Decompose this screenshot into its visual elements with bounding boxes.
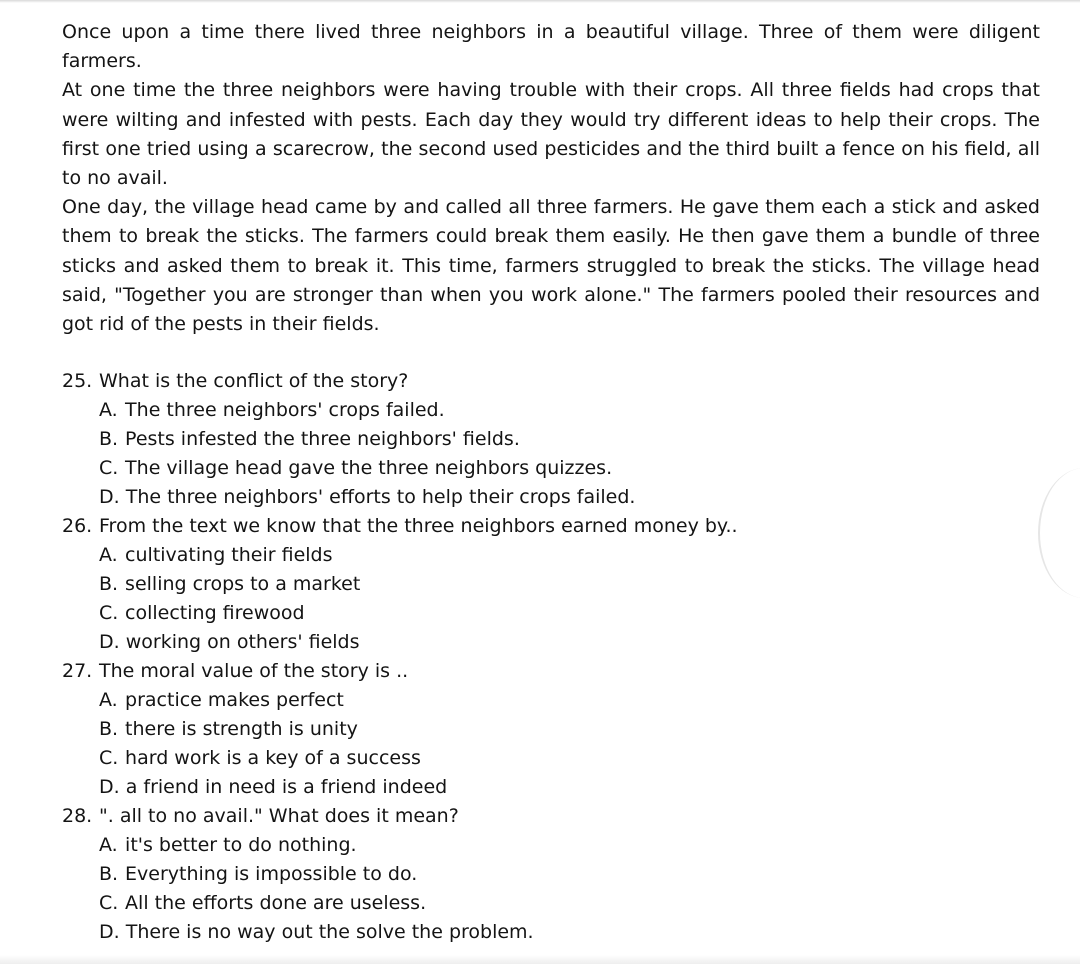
option-text: collecting firewood (125, 602, 305, 624)
option-letter: A. (99, 544, 118, 566)
option-b[interactable] (99, 425, 1022, 454)
option-text: working on others' fields (125, 631, 360, 653)
scan-artifact-arc (1038, 468, 1080, 598)
option-text: Everything is impossible to do. (125, 863, 418, 885)
option-c[interactable] (99, 889, 1022, 918)
option-b[interactable] (99, 570, 1022, 599)
option-letter: D. (99, 486, 120, 508)
option-b[interactable] (99, 860, 1022, 889)
story-paragraph: One day, the village head came by and called all three farmers. He gave them each a stick and asked them to break the sticks. The farmers could break them easily. He then gave them a bundle of three sticks and asked them to break it. This time, farmers struggled to break the sticks. The village head said, "Together you are stronger than when you work alone." The farmers pooled their resources and got rid of the pests in their fields. (62, 196, 1040, 336)
option-text: there is strength is unity (125, 718, 358, 740)
option-text: a friend in need is a friend indeed (125, 776, 448, 798)
option-text: selling crops to a market (125, 573, 361, 595)
option-letter: C. (99, 747, 119, 769)
option-text: practice makes perfect (125, 689, 344, 711)
option-text: There is no way out the solve the problem. (125, 921, 534, 943)
option-text: Pests infested the three neighbors' fields. (125, 428, 520, 450)
option-c[interactable] (99, 454, 1022, 483)
option-letter: C. (99, 457, 119, 479)
option-text: All the efforts done are useless. (125, 892, 427, 914)
story-paragraph: Once upon a time there lived three neighbors in a beautiful village. Three of them were diligent farmers. (62, 21, 1040, 73)
option-list (62, 686, 1022, 802)
question-stem (62, 367, 1022, 396)
option-d[interactable] (99, 483, 1022, 512)
option-a[interactable] (99, 396, 1022, 425)
option-letter: B. (99, 718, 119, 740)
question-text: What is the conflict of the story? (99, 370, 409, 392)
option-letter: D. (99, 921, 120, 943)
option-text: The village head gave the three neighbors quizzes. (125, 457, 613, 479)
option-letter: B. (99, 573, 119, 595)
option-letter: C. (99, 602, 119, 624)
question-text: From the text we know that the three neighbors earned money by.. (99, 515, 738, 537)
option-c[interactable] (99, 599, 1022, 628)
option-text: The three neighbors' efforts to help their crops failed. (125, 486, 636, 508)
question-number: 26. (62, 515, 93, 537)
option-letter: B. (99, 428, 119, 450)
option-letter: D. (99, 631, 120, 653)
question-stem (62, 512, 1022, 541)
option-b[interactable] (99, 715, 1022, 744)
question-25 (62, 367, 1022, 512)
option-letter: A. (99, 689, 118, 711)
question-number: 27. (62, 660, 93, 682)
option-letter: D. (99, 776, 120, 798)
option-text: it's better to do nothing. (125, 834, 357, 856)
option-d[interactable] (99, 918, 1022, 947)
option-text: The three neighbors' crops failed. (125, 399, 445, 421)
question-stem (62, 657, 1022, 686)
question-28 (62, 802, 1022, 947)
scan-edge-bottom (0, 955, 1080, 964)
option-text: hard work is a key of a success (125, 747, 421, 769)
question-text: The moral value of the story is .. (99, 660, 409, 682)
option-c[interactable] (99, 744, 1022, 773)
question-27 (62, 657, 1022, 802)
option-d[interactable] (99, 628, 1022, 657)
option-letter: A. (99, 399, 118, 421)
question-number: 25. (62, 370, 93, 392)
question-number: 28. (62, 805, 93, 827)
option-text: cultivating their fields (125, 544, 333, 566)
question-list (62, 367, 1022, 947)
question-26 (62, 512, 1022, 657)
option-list (62, 541, 1022, 657)
option-a[interactable] (99, 686, 1022, 715)
option-d[interactable] (99, 773, 1022, 802)
story-paragraph: At one time the three neighbors were having trouble with their crops. All three fields had crops that were wilting and infested with pests. Each day they would try different ideas to help their crops. The first one tried using a scarecrow, the second used pesticides and the third built a fence on his field, all to no avail. (62, 79, 1040, 190)
option-letter: C. (99, 892, 119, 914)
option-letter: A. (99, 834, 118, 856)
scan-edge-top (0, 0, 1080, 3)
story-text (62, 18, 1040, 339)
option-a[interactable] (99, 831, 1022, 860)
option-list (62, 831, 1022, 947)
option-a[interactable] (99, 541, 1022, 570)
question-stem (62, 802, 1022, 831)
question-text: ". all to no avail." What does it mean? (99, 805, 459, 827)
option-list (62, 396, 1022, 512)
option-letter: B. (99, 863, 119, 885)
